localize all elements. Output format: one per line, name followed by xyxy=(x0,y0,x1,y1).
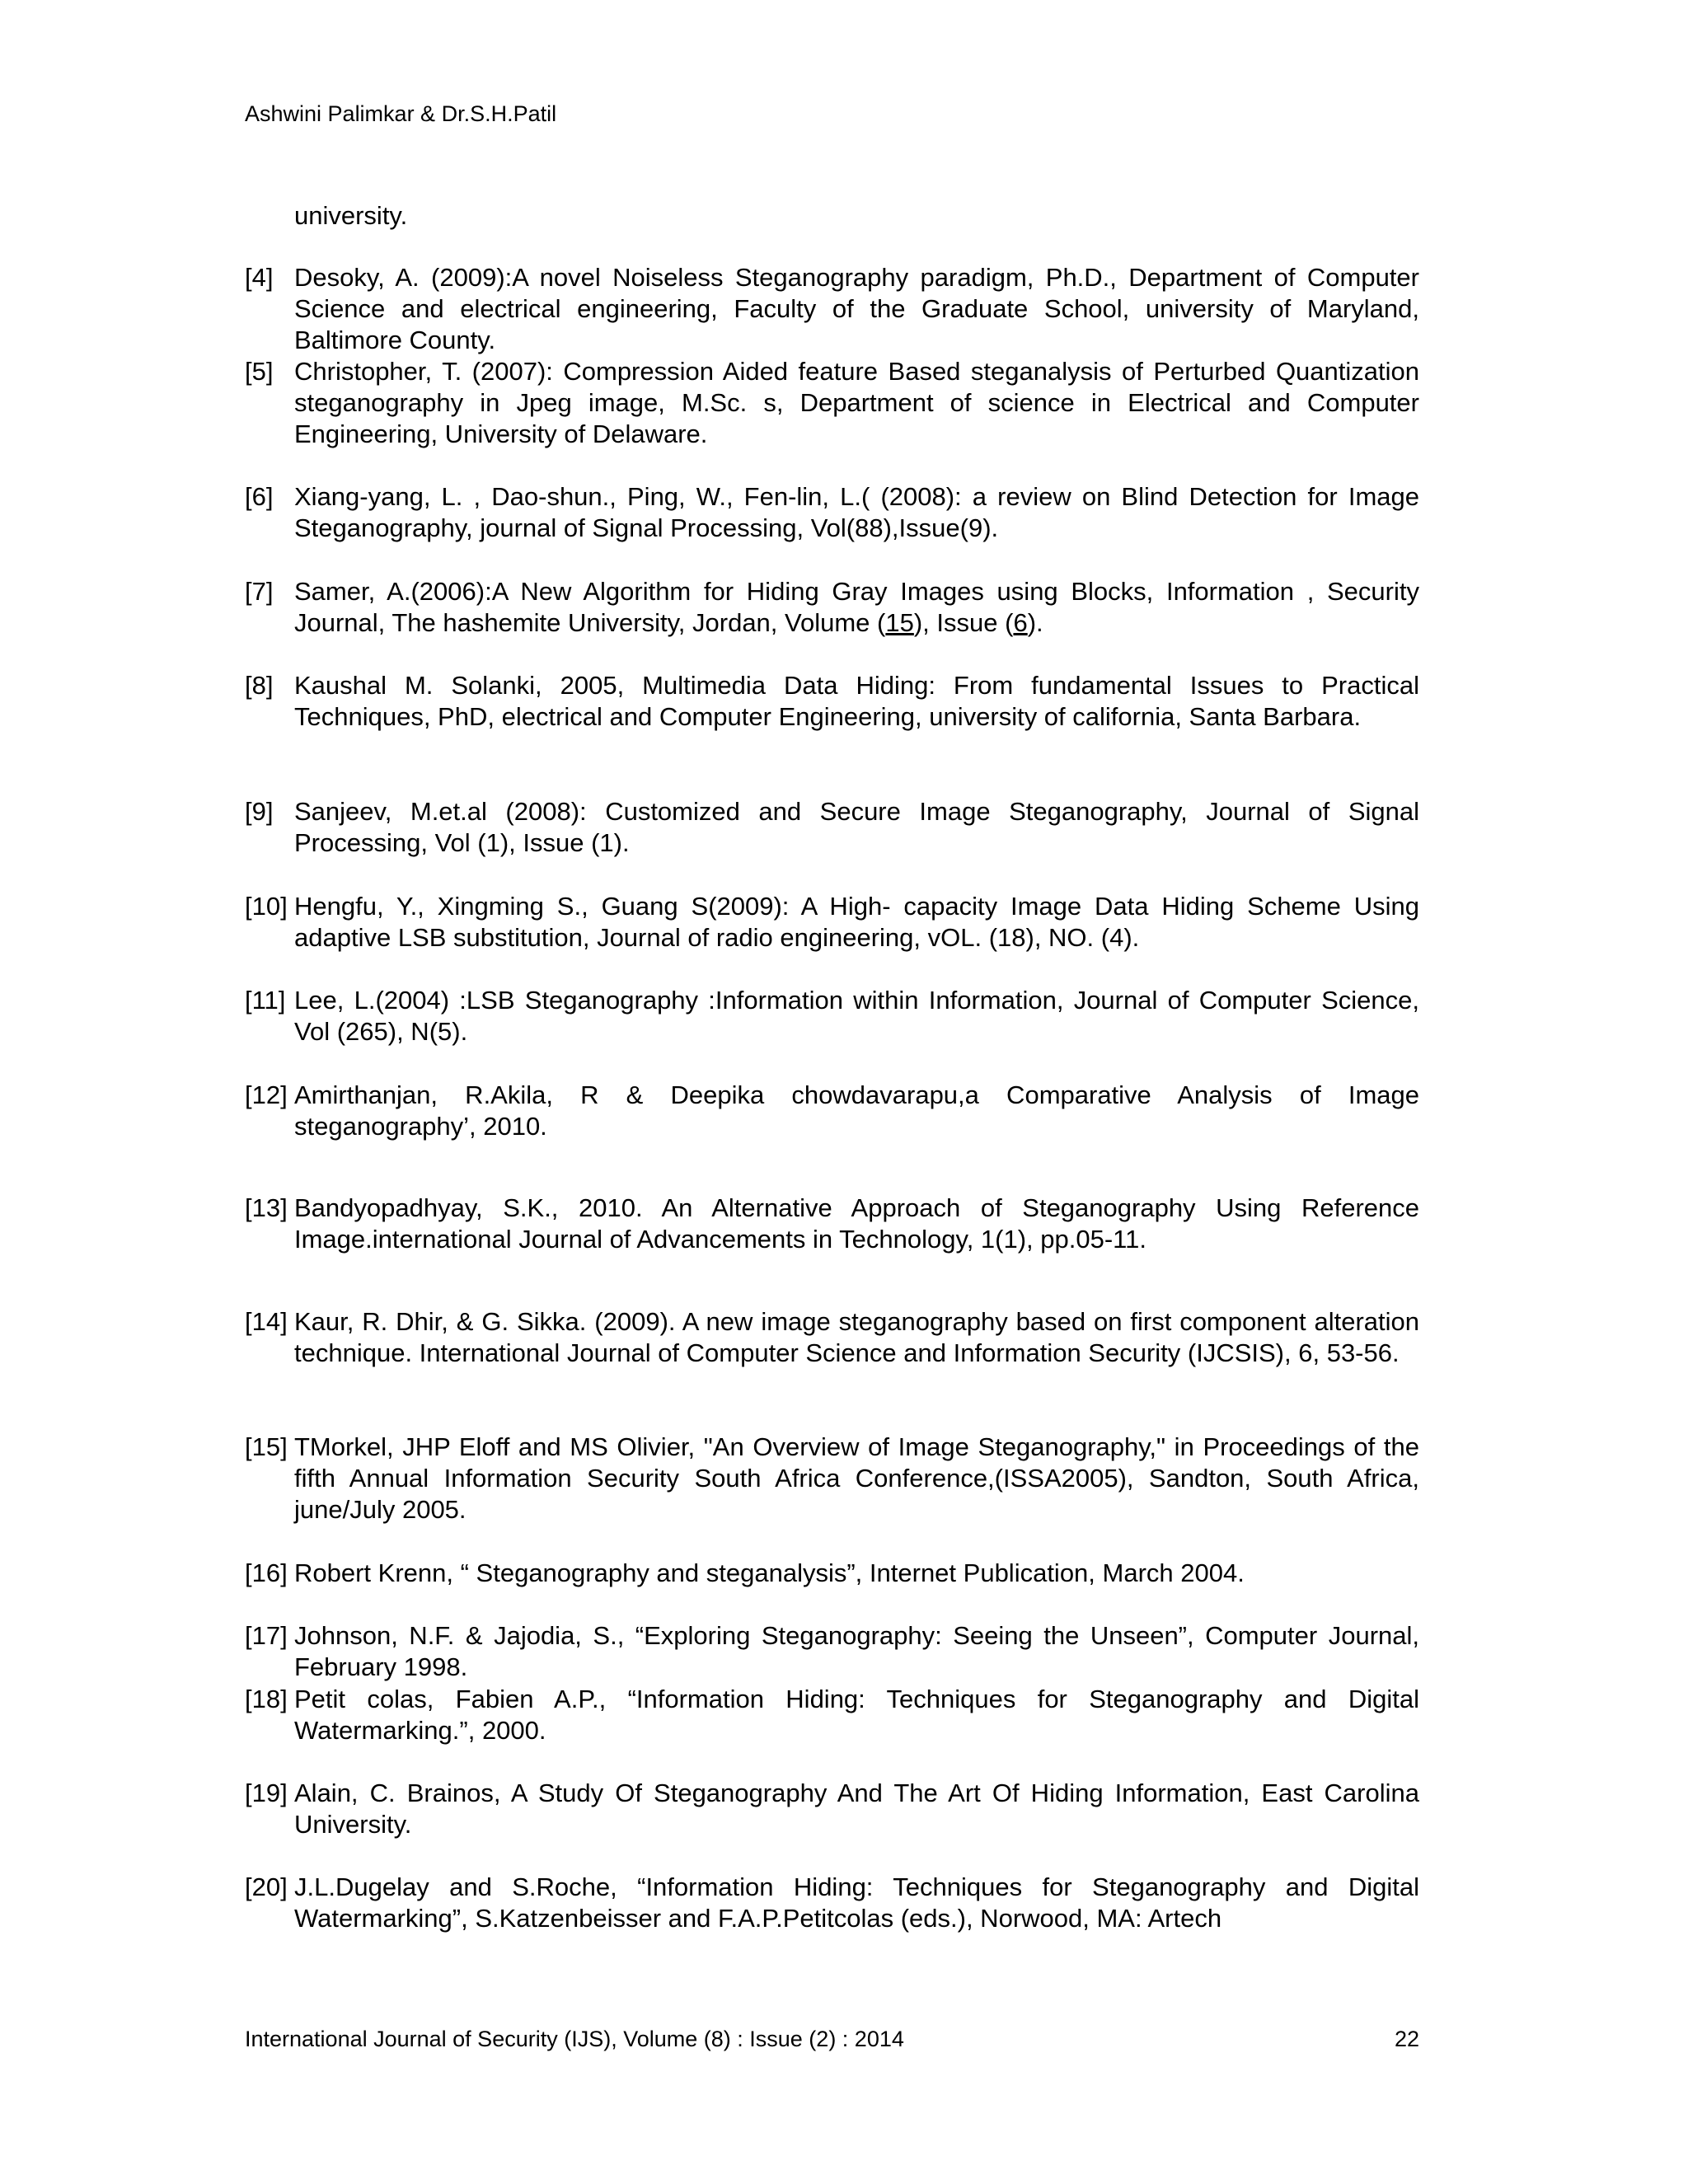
reference-text: Johnson, N.F. & Jajodia, S., “Exploring Steganography: Seeing the Unseen”, Computer Journal, February 1998. xyxy=(294,1621,1419,1681)
reference-text: Petit colas, Fabien A.P., “Information Hiding: Techniques for Steganography and Digital Watermarking.”, 2000. xyxy=(294,1685,1419,1745)
reference-text: Alain, C. Brainos, A Study Of Steganography And The Art Of Hiding Information, East Carolina University. xyxy=(294,1779,1419,1839)
reference-item xyxy=(245,1432,1419,1526)
reference-text: Bandyopadhyay, S.K., 2010. An Alternative Approach of Steganography Using Reference Image.international Journal of Advancements in Technology, 1(1), pp.05-11. xyxy=(294,1193,1419,1254)
reference-item xyxy=(245,1193,1419,1255)
reference-item xyxy=(245,1778,1419,1840)
reference-number: [4] xyxy=(245,263,274,292)
reference-number: [20] xyxy=(245,1872,288,1901)
reference-number: [19] xyxy=(245,1779,288,1807)
reference-text-end: ). xyxy=(1027,608,1043,637)
reference-number: [17] xyxy=(245,1621,288,1650)
reference-number: [10] xyxy=(245,892,288,921)
reference-text: Kaur, R. Dhir, & G. Sikka. (2009). A new image steganography based on first component alteration technique. International Journal of Computer Science and Information Security (IJCSIS), 6, 53-56. xyxy=(294,1307,1419,1367)
reference-item xyxy=(245,1684,1419,1746)
volume-number: 15 xyxy=(885,608,914,637)
journal-citation: International Journal of Security (IJS), Volume (8) : Issue (2) : 2014 xyxy=(245,2027,904,2051)
reference-text: J.L.Dugelay and S.Roche, “Information Hiding: Techniques for Steganography and Digital Watermarking”, S.Katzenbeisser and F.A.P.Petitcolas (eds.), Norwood, MA: Artech xyxy=(294,1872,1419,1933)
running-footer xyxy=(245,2026,1419,2052)
reference-item xyxy=(245,1306,1419,1369)
reference-number: [6] xyxy=(245,482,274,511)
reference-text: Sanjeev, M.et.al (2008): Customized and Secure Image Steganography, Journal of Signal Processing, Vol (1), Issue (1). xyxy=(294,797,1419,857)
reference-text-start: Samer, A.(2006):A New Algorithm for Hiding Gray Images using Blocks, Information , Security Journal, The hashemite University, Jordan, Volume ( xyxy=(294,577,1419,637)
issue-number: 6 xyxy=(1013,608,1028,637)
reference-text: Christopher, T. (2007): Compression Aided feature Based steganalysis of Perturbed Quantization steganography in Jpeg image, M.Sc. s, Department of science in Electrical and Computer Engineering, University of Delaware. xyxy=(294,357,1419,448)
reference-number: [11] xyxy=(245,986,286,1015)
reference-item xyxy=(245,262,1419,356)
reference-text: Xiang-yang, L. , Dao-shun., Ping, W., Fen-lin, L.( (2008): a review on Blind Detection for Image Steganography, journal of Signal Processing, Vol(88),Issue(9). xyxy=(294,482,1419,542)
reference-text: Desoky, A. (2009):A novel Noiseless Steganography paradigm, Ph.D., Department of Computer Science and electrical engineering, Faculty of the Graduate School, university of Maryland, Baltimore County. xyxy=(294,263,1419,354)
reference-number: [14] xyxy=(245,1307,288,1336)
reference-number: [13] xyxy=(245,1193,288,1222)
reference-item xyxy=(245,481,1419,544)
running-header: Ashwini Palimkar & Dr.S.H.Patil xyxy=(245,101,557,126)
reference-item xyxy=(245,1558,1419,1589)
reference-text: Amirthanjan, R.Akila, R & Deepika chowdavarapu,a Comparative Analysis of Image steganography’, 2010. xyxy=(294,1080,1419,1141)
reference-number: [16] xyxy=(245,1558,288,1587)
reference-text-middle: ), Issue ( xyxy=(913,608,1014,637)
reference-number: [12] xyxy=(245,1080,288,1109)
reference-item xyxy=(245,1080,1419,1142)
reference-item xyxy=(245,891,1419,954)
reference-item xyxy=(245,356,1419,450)
reference-item xyxy=(245,670,1419,733)
reference-number: [9] xyxy=(245,797,274,826)
reference-text: TMorkel, JHP Eloff and MS Olivier, "An Overview of Image Steganography," in Proceedings of the fifth Annual Information Security South Africa Conference,(ISSA2005), Sandton, South Africa, june/July 2005. xyxy=(294,1432,1419,1524)
reference-item xyxy=(245,796,1419,859)
reference-number: [5] xyxy=(245,357,274,386)
page-number: 22 xyxy=(1394,2027,1419,2051)
reference-text xyxy=(294,576,1419,639)
reference-text: Kaushal M. Solanki, 2005, Multimedia Data Hiding: From fundamental Issues to Practical Techniques, PhD, electrical and Computer Engineering, university of california, Santa Barbara. xyxy=(294,671,1419,731)
reference-number: [8] xyxy=(245,671,274,700)
reference-text: Lee, L.(2004) :LSB Steganography :Information within Information, Journal of Computer Science, Vol (265), N(5). xyxy=(294,986,1419,1046)
reference-text: Robert Krenn, “ Steganography and steganalysis”, Internet Publication, March 2004. xyxy=(294,1558,1245,1587)
reference-number: [18] xyxy=(245,1685,288,1713)
reference-number: [7] xyxy=(245,577,274,606)
reference-item xyxy=(245,1620,1419,1683)
reference-text: Hengfu, Y., Xingming S., Guang S(2009): A High- capacity Image Data Hiding Scheme Using adaptive LSB substitution, Journal of radio engineering, vOL. (18), NO. (4). xyxy=(294,892,1419,952)
reference-number: [15] xyxy=(245,1432,288,1461)
reference-item xyxy=(245,985,1419,1047)
reference-item xyxy=(245,576,1419,639)
reference-item xyxy=(245,1872,1419,1934)
reference-continuation: university. xyxy=(294,201,408,230)
